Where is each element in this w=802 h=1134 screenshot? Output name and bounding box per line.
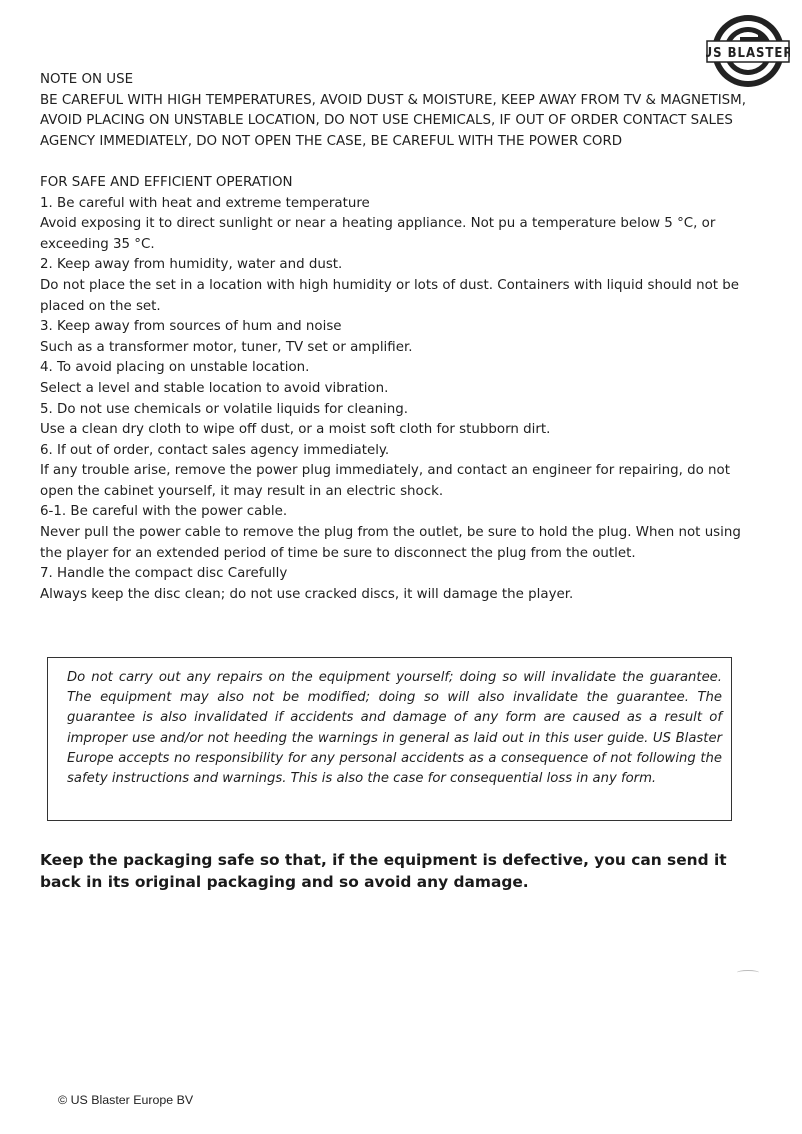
document-body — [40, 70, 760, 605]
safe-operation-heading: FOR SAFE AND EFFICIENT OPERATION — [40, 174, 293, 190]
item-title: 2. Keep away from humidity, water and dust. — [40, 257, 343, 273]
item-text: Do not place the set in a location with high humidity or lots of dust. Containers with liquid should not be placed on the set. — [40, 277, 740, 314]
item-title: 4. To avoid placing on unstable location. — [40, 360, 310, 376]
svg-text:US BLASTER: US BLASTER — [706, 46, 790, 61]
note-heading: NOTE ON USE — [40, 72, 134, 87]
item-title: 3. Keep away from sources of hum and noise — [40, 319, 342, 335]
packaging-note: Keep the packaging safe so that, if the equipment is defective, you can send it back in its original packaging and so avoid any damage. — [40, 851, 727, 891]
item-text: Use a clean dry cloth to wipe off dust, or a moist soft cloth for stubborn dirt. — [40, 422, 551, 438]
item-title: 1. Be careful with heat and extreme temperature — [40, 195, 370, 211]
item-title: 7. Handle the compact disc Carefully — [40, 566, 288, 582]
item-text: If any trouble arise, remove the power plug immediately, and contact an engineer for repairing, do not open the cabinet yourself, it may result in an electric shock. — [40, 463, 730, 499]
warranty-text: Do not carry out any repairs on the equipment yourself; doing so will invalidate the guarantee. The equipment may also not be modified; doing so will also invalidate the guarantee. The guarantee is also invalidated if accidents and damage of any form are caused as a result of improper use and/or not heeding the warnings in general as laid out in this user guide. US Blaster Europe accepts no responsibility for any personal accidents as a consequence of not following the safety instructions and warnings. This is also the case for consequential loss in any form. — [67, 670, 722, 787]
item-text: Such as a transformer motor, tuner, TV set or amplifier. — [40, 339, 413, 355]
item-text: Avoid exposing it to direct sunlight or near a heating appliance. Not pu a temperature below 5 °C, or exceeding 35 °C. — [40, 216, 716, 252]
copyright-footer: © US Blaster Europe BV — [58, 1093, 194, 1107]
item-text: Select a level and stable location to avoid vibration. — [40, 380, 389, 396]
item-text: Never pull the power cable to remove the plug from the outlet, be sure to hold the plug. When not using the player for an extended period of time be sure to disconnect the plug from the outlet. — [40, 525, 741, 561]
item-title: 6. If out of order, contact sales agency immediately. — [40, 442, 390, 458]
item-text: Always keep the disc clean; do not use cracked discs, it will damage the player. — [40, 586, 574, 602]
page-mark-decoration — [737, 970, 759, 975]
item-title: 6-1. Be careful with the power cable. — [40, 504, 288, 520]
note-body: BE CAREFUL WITH HIGH TEMPERATURES, AVOID DUST & MOISTURE, KEEP AWAY FROM TV & MAGNETISM, AVOID PLACING ON UNSTABLE LOCATION, DO NOT USE CHEMICALS, IF OUT OF ORDER CONTACT SALES AGENCY IMMEDIATELY, DO NOT OPEN THE CASE, BE CAREFUL WITH THE POWER CORD — [40, 92, 746, 149]
warranty-notice-box — [47, 657, 732, 821]
item-title: 5. Do not use chemicals or volatile liquids for cleaning. — [40, 401, 409, 417]
